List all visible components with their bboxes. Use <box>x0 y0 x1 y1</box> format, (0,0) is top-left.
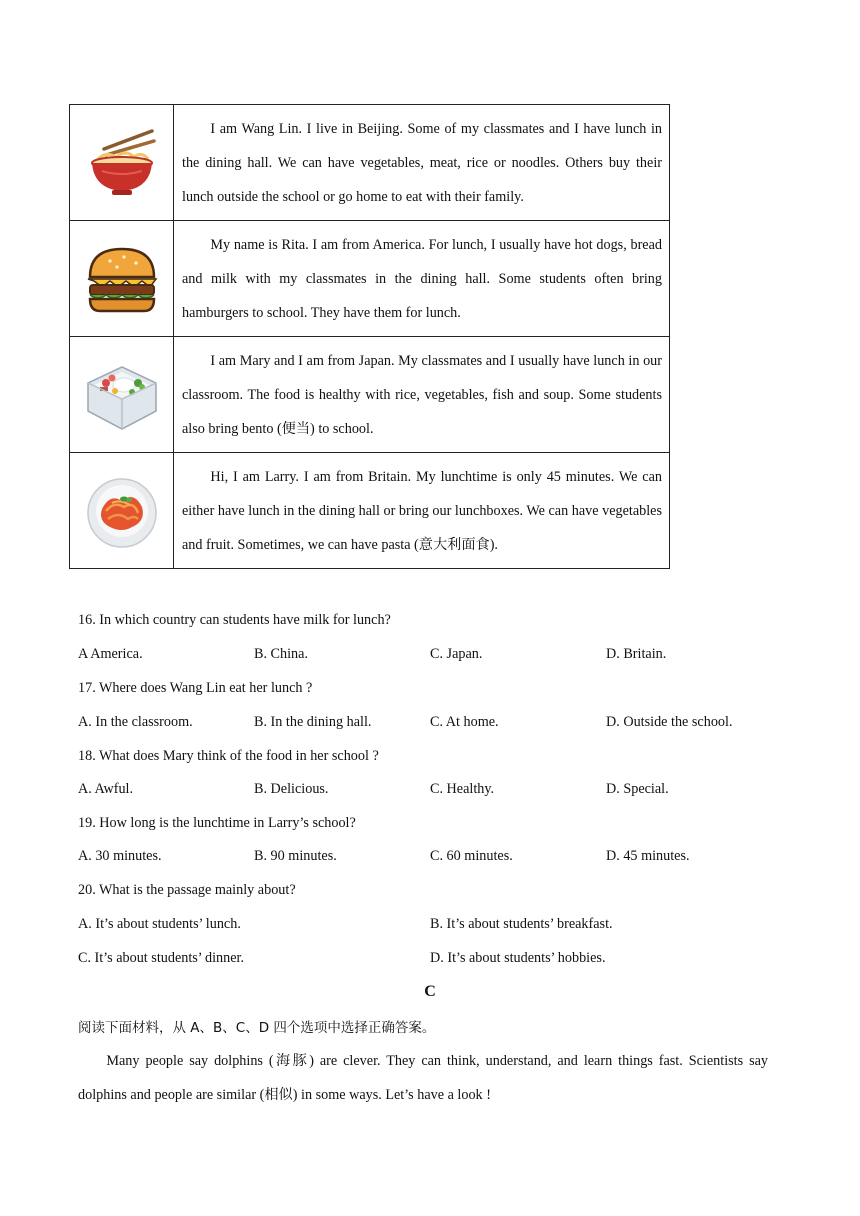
passage-text: My name is Rita. I am from America. For lunch, I usually have hot dogs, bread and milk with my classmates in the dining hall. Some students often bring hamburgers to school. They have them for lunch. <box>174 221 670 337</box>
question-18-option-a[interactable]: A. Awful. <box>78 781 134 797</box>
passage-row-larry <box>70 453 670 569</box>
section-paragraph: Many people say dolphins (海豚) are clever. They can think, understand, and learn things fast. Scientists say dolphins and people are similar (相似) in some ways. Let’s have a look ! <box>78 1053 768 1103</box>
question-16-option-b[interactable]: B. China. <box>254 646 308 662</box>
question-19-option-d[interactable]: D. 45 minutes. <box>606 848 690 864</box>
question-17-option-b[interactable]: B. In the dining hall. <box>254 714 372 730</box>
question-18-option-d[interactable]: D. Special. <box>606 781 669 797</box>
section-instruction: 阅读下面材料，从 A、B、C、D 四个选项中选择正确答案。 <box>78 1020 436 1036</box>
question-20-option-b[interactable]: B. It’s about students’ breakfast. <box>430 916 613 932</box>
question-20-option-c[interactable]: C. It’s about students’ dinner. <box>78 950 245 966</box>
question-19-stem: 19. How long is the lunchtime in Larry’s school? <box>78 815 356 831</box>
passage-row-rita <box>70 221 670 337</box>
question-18-stem: 18. What does Mary think of the food in her school ? <box>78 748 379 764</box>
question-19-option-b[interactable]: B. 90 minutes. <box>254 848 337 864</box>
question-20-stem: 20. What is the passage mainly about? <box>78 882 296 898</box>
question-16-option-d[interactable]: D. Britain. <box>606 646 667 662</box>
bento-box-icon <box>82 353 162 437</box>
question-16-option-c[interactable]: C. Japan. <box>430 646 483 662</box>
passage-image-cell <box>70 337 174 453</box>
noodle-bowl-icon <box>86 127 158 199</box>
question-19-option-c[interactable]: C. 60 minutes. <box>430 848 513 864</box>
passage-table <box>69 104 670 569</box>
passage-image-cell <box>70 453 174 569</box>
passage-image-cell <box>70 105 174 221</box>
passage-row-mary <box>70 337 670 453</box>
question-17-stem: 17. Where does Wang Lin eat her lunch ? <box>78 680 313 696</box>
pasta-plate-icon <box>84 473 160 549</box>
section-heading: C <box>424 983 436 1000</box>
passage-row-wang-lin <box>70 105 670 221</box>
question-17-option-a[interactable]: A. In the classroom. <box>78 714 193 730</box>
question-17-option-d[interactable]: D. Outside the school. <box>606 714 733 730</box>
passage-text: I am Mary and I am from Japan. My classmates and I usually have lunch in our classroom. The food is healthy with rice, vegetables, fish and soup. Some students also bring bento (便当) to school. <box>174 337 670 453</box>
question-16-option-a[interactable]: A America. <box>78 646 143 662</box>
passage-text: Hi, I am Larry. I am from Britain. My lunchtime is only 45 minutes. We can either have lunch in the dining hall or bring our lunchboxes. We can have vegetables and fruit. Sometimes, we can have pasta (意大利面食). <box>174 453 670 569</box>
question-18-option-c[interactable]: C. Healthy. <box>430 781 495 797</box>
question-20-option-d[interactable]: D. It’s about students’ hobbies. <box>430 950 606 966</box>
question-20-option-a[interactable]: A. It’s about students’ lunch. <box>78 916 241 932</box>
question-17-option-c[interactable]: C. At home. <box>430 714 499 730</box>
question-19-option-a[interactable]: A. 30 minutes. <box>78 848 162 864</box>
question-18-option-b[interactable]: B. Delicious. <box>254 781 329 797</box>
hamburger-icon <box>84 243 160 315</box>
question-16-stem: 16. In which country can students have milk for lunch? <box>78 612 391 628</box>
passage-image-cell <box>70 221 174 337</box>
passage-text: I am Wang Lin. I live in Beijing. Some of my classmates and I have lunch in the dining hall. We can have vegetables, meat, rice or noodles. Others buy their lunch outside the school or go home to eat with their family. <box>174 105 670 221</box>
